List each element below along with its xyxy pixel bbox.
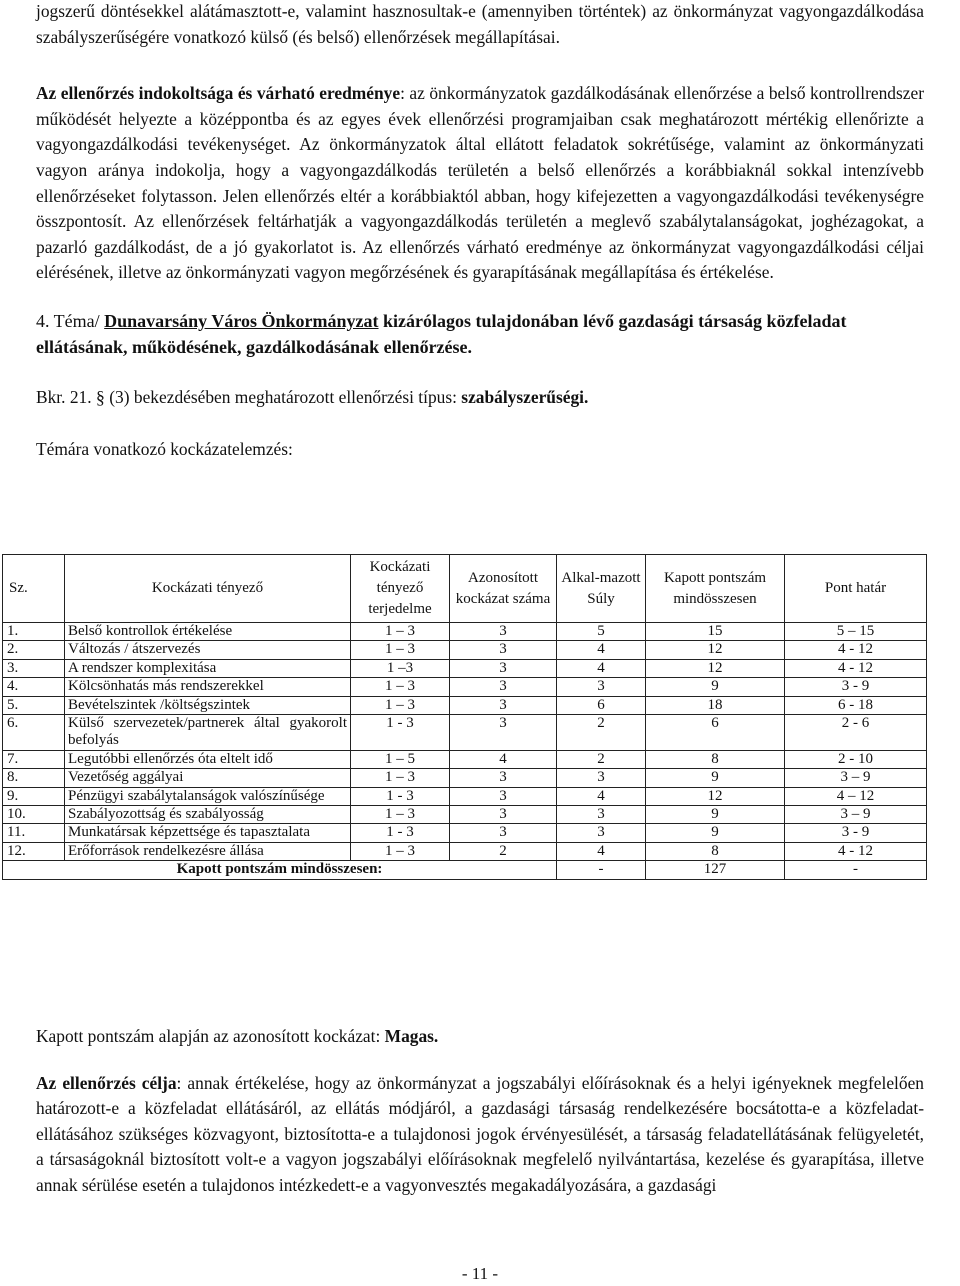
row-scope: 1 – 3 [351, 623, 450, 641]
row-no: 1. [3, 623, 65, 641]
row-score: 8 [646, 842, 785, 860]
row-factor: Bevételszintek /költségszintek [65, 696, 351, 714]
rationale-text: : az önkormányzatok gazdálkodásának ellenőrzése a belső kontrollrendszer működését helyezte a középpontba és az egyes évek ellenőrzési programjaiban csak meghatározott mértékig ellenőrizte a vagyongazdálkodási tevékenységet. Az önkormányzatok által ellátott feladatok sokrétűsége, valamint az önkormányzati vagyon aránya indokolja, hogy a vagyongazdálkodás területén a belső ellenőrzés a korábbiaknál sokkal intenzívebb ellenőrzéseket folytasson. Jelen ellenőrzés eltér a korábbiaktól abban, hogy kifejezetten a vagyongazdálkodási tevékenységre összpontosít. Az ellenőrzések feltárhatják a vagyongazdálkodás területén a meglevő szabálytalanságokat, joghézagokat, a pazarló gazdálkodást, de a jó gyakorlatot is. Az ellenőrzés várható eredménye az önkormányzat vagyongazdálkodási céljai elérésének, illetve az önkormányzati vagyon megőrzésének és gyarapításának megállapítása és értékelése. [36, 83, 924, 283]
row-risk-id: 3 [450, 623, 557, 641]
row-factor: Erőforrások rendelkezésre állása [65, 842, 351, 860]
header-no: Sz. [3, 555, 65, 623]
risk-table-header [3, 555, 927, 623]
classification-prefix: Kapott pontszám alapján az azonosított kockázat: [36, 1026, 385, 1046]
row-limit: 2 - 10 [785, 750, 927, 768]
row-weight: 3 [557, 678, 646, 696]
row-no: 4. [3, 678, 65, 696]
row-score: 6 [646, 715, 785, 751]
table-row [3, 715, 927, 751]
row-limit: 6 - 18 [785, 696, 927, 714]
bkr-middle: (3) bekezdésében meghatározott ellenőrzési típus: [104, 387, 462, 408]
row-score: 12 [646, 659, 785, 677]
row-scope: 1 – 3 [351, 678, 450, 696]
total-label: Kapott pontszám mindösszesen: [3, 861, 557, 879]
row-score: 9 [646, 824, 785, 842]
row-factor: Vezetőség aggályai [65, 769, 351, 787]
table-row [3, 824, 927, 842]
audit-type-line [36, 385, 924, 411]
table-row [3, 696, 927, 714]
row-risk-id: 3 [450, 696, 557, 714]
header-factor: Kockázati tényező [65, 555, 351, 623]
row-weight: 4 [557, 842, 646, 860]
row-risk-id: 3 [450, 678, 557, 696]
row-scope: 1 - 3 [351, 715, 450, 751]
row-risk-id: 3 [450, 824, 557, 842]
row-score: 9 [646, 678, 785, 696]
row-scope: 1 - 3 [351, 824, 450, 842]
row-weight: 6 [557, 696, 646, 714]
header-risk-id: Azonosított kockázat száma [450, 555, 557, 623]
row-weight: 3 [557, 806, 646, 824]
row-factor: Legutóbbi ellenőrzés óta eltelt idő [65, 750, 351, 768]
topic-heading [36, 309, 924, 360]
row-weight: 4 [557, 787, 646, 805]
header-limit: Pont határ [785, 555, 927, 623]
bkr-prefix: Bkr. 21. [36, 387, 96, 408]
row-limit: 3 - 9 [785, 824, 927, 842]
table-total-row [3, 861, 927, 879]
intro-paragraph: jogszerű döntésekkel alátámasztott-e, valamint hasznosultak-e (amennyiben történtek) az önkormányzat vagyongazdálkodása szabályszerűségére vonatkozó külső (és belső) ellenőrzések megállapításai. [36, 1, 924, 47]
table-row [3, 787, 927, 805]
table-row [3, 750, 927, 768]
row-scope: 1 – 3 [351, 641, 450, 659]
total-limit: - [785, 861, 927, 879]
row-weight: 2 [557, 750, 646, 768]
row-factor: A rendszer komplexitása [65, 659, 351, 677]
row-scope: 1 - 3 [351, 787, 450, 805]
row-risk-id: 3 [450, 715, 557, 751]
risk-table [2, 554, 927, 880]
row-limit: 3 - 9 [785, 678, 927, 696]
row-scope: 1 – 5 [351, 750, 450, 768]
section-sign: § [95, 387, 105, 408]
risk-analysis-heading: Témára vonatkozó kockázatelemzés: [36, 438, 293, 459]
row-limit: 3 – 9 [785, 769, 927, 787]
table-row [3, 659, 927, 677]
row-limit: 4 - 12 [785, 659, 927, 677]
classification-value: Magas. [384, 1026, 439, 1046]
row-weight: 3 [557, 824, 646, 842]
row-score: 9 [646, 769, 785, 787]
row-risk-id: 3 [450, 641, 557, 659]
total-weight: - [557, 861, 646, 879]
row-weight: 3 [557, 769, 646, 787]
row-weight: 5 [557, 623, 646, 641]
rationale-label: Az ellenőrzés indokoltsága és várható eredménye [36, 83, 401, 104]
row-score: 8 [646, 750, 785, 768]
row-no: 11. [3, 824, 65, 842]
row-limit: 4 - 12 [785, 842, 927, 860]
row-weight: 4 [557, 641, 646, 659]
topic-title-rest: kizárólagos tulajdonában lévő gazdasági társaság közfeladat ellátásának, működésének, gazdálkodásának ellenőrzése. [36, 310, 847, 357]
row-score: 18 [646, 696, 785, 714]
row-weight: 2 [557, 715, 646, 751]
row-risk-id: 3 [450, 769, 557, 787]
row-scope: 1 – 3 [351, 696, 450, 714]
row-no: 5. [3, 696, 65, 714]
row-no: 8. [3, 769, 65, 787]
row-risk-id: 3 [450, 806, 557, 824]
row-limit: 3 – 9 [785, 806, 927, 824]
goal-text: : annak értékelése, hogy az önkormányzat a jogszabályi előírásoknak és a helyi igényeknek megfelelően határozott-e a közfeladat ellátásáról, az ellátás módjáról, a gazdasági társaság rendelkezésére bocsátotta-e a közfeladat-ellátásához szükséges közvagyont, biztosította-e a tulajdonosi jogok érvényesülését, a társaság feladatellátásának felügyeletét, a társaságoknál biztosított volt-e a vagyon jogszabályi előírásoknak megfelelő nyilvántartása, kezelése és gyarapítása, illetve annak sérülése esetén a tulajdonos intézkedett-e a vagyonvesztés megakadályozására, a gazdasági [36, 1072, 925, 1195]
row-no: 6. [3, 715, 65, 751]
row-factor: Pénzügyi szabálytalanságok valószínűsége [65, 787, 351, 805]
row-factor: Kölcsönhatás más rendszerekkel [65, 678, 351, 696]
table-row [3, 842, 927, 860]
header-score: Kapott pontszám mindösszesen [646, 555, 785, 623]
header-weight: Alkal-mazott Súly [557, 555, 646, 623]
row-scope: 1 – 3 [351, 842, 450, 860]
row-no: 7. [3, 750, 65, 768]
row-no: 12. [3, 842, 65, 860]
document-page [36, 0, 924, 462]
row-score: 9 [646, 806, 785, 824]
table-row [3, 623, 927, 641]
table-row [3, 641, 927, 659]
table-row [3, 806, 927, 824]
table-row [3, 769, 927, 787]
page-number: - 11 - [461, 1264, 499, 1283]
row-factor: Belső kontrollok értékelése [65, 623, 351, 641]
row-factor: Változás / átszervezés [65, 641, 351, 659]
row-risk-id: 4 [450, 750, 557, 768]
header-scope: Kockázati tényező terjedelme [351, 555, 450, 623]
row-weight: 4 [557, 659, 646, 677]
rationale-paragraph [36, 81, 924, 286]
row-factor: Munkatársak képzettsége és tapasztalata [65, 824, 351, 842]
goal-label: Az ellenőrzés célja [36, 1072, 177, 1093]
document-page-lower [36, 1000, 924, 1199]
risk-classification [36, 1024, 924, 1050]
row-scope: 1 – 3 [351, 806, 450, 824]
row-limit: 2 - 6 [785, 715, 927, 751]
topic-title-underlined: Dunavarsány Város Önkormányzat [104, 310, 379, 331]
goal-paragraph [36, 1071, 924, 1199]
row-limit: 5 – 15 [785, 623, 927, 641]
row-limit: 4 - 12 [785, 641, 927, 659]
row-risk-id: 3 [450, 659, 557, 677]
row-no: 10. [3, 806, 65, 824]
row-risk-id: 2 [450, 842, 557, 860]
row-score: 12 [646, 787, 785, 805]
row-no: 9. [3, 787, 65, 805]
table-row [3, 678, 927, 696]
row-risk-id: 3 [450, 787, 557, 805]
row-score: 12 [646, 641, 785, 659]
row-scope: 1 –3 [351, 659, 450, 677]
row-scope: 1 – 3 [351, 769, 450, 787]
audit-type: szabályszerűségi. [461, 387, 589, 408]
row-no: 2. [3, 641, 65, 659]
row-score: 15 [646, 623, 785, 641]
topic-prefix: 4. Téma/ [36, 310, 105, 331]
row-factor: Külső szervezetek/partnerek által gyakorolt befolyás [65, 715, 351, 751]
row-limit: 4 – 12 [785, 787, 927, 805]
row-factor: Szabályozottság és szabályosság [65, 806, 351, 824]
total-score: 127 [646, 861, 785, 879]
row-no: 3. [3, 659, 65, 677]
